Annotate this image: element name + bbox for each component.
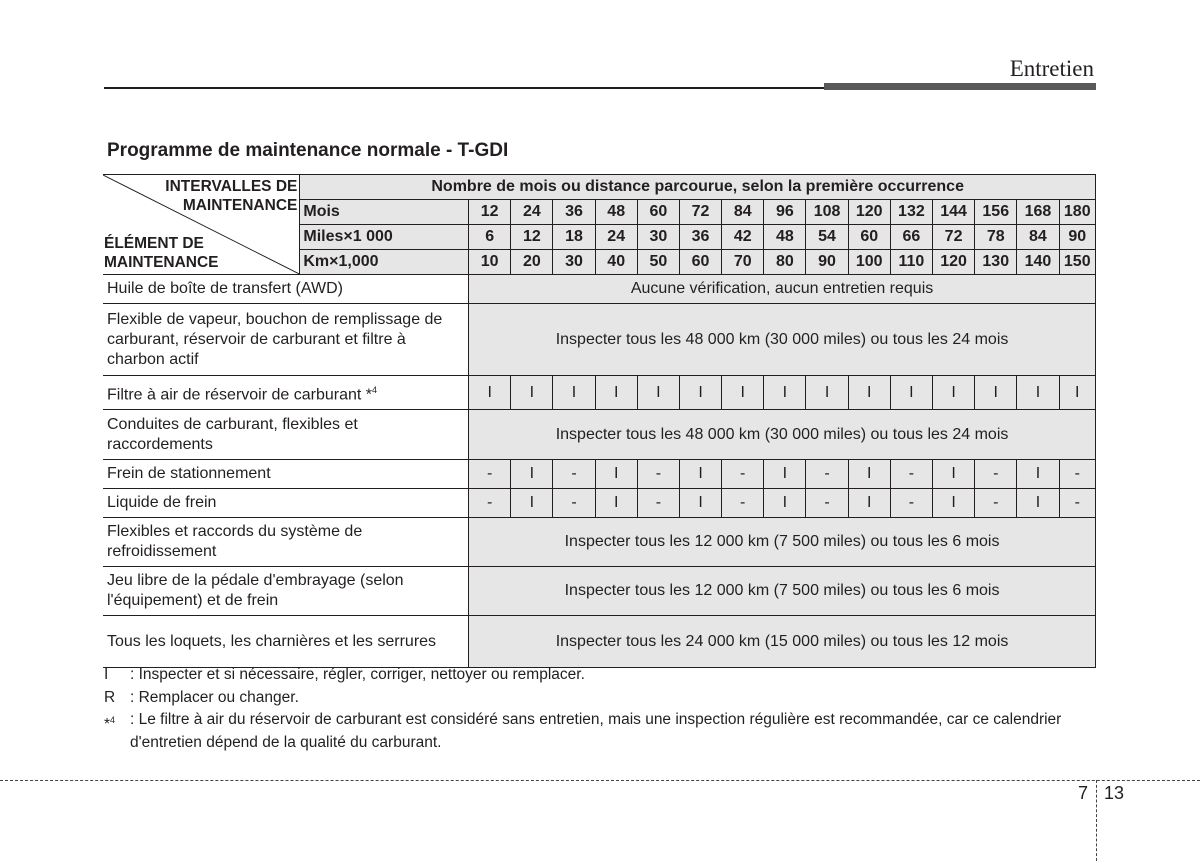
interval-km-value: 120 bbox=[932, 250, 974, 275]
schedule-cell: I bbox=[595, 460, 637, 489]
interval-span-header: Nombre de mois ou distance parcourue, selon la première occurrence bbox=[300, 175, 1096, 200]
interval-km-value: 90 bbox=[806, 250, 848, 275]
legend-note bbox=[104, 664, 1099, 687]
interval-instruction: Inspecter tous les 24 000 km (15 000 miles) ou tous les 12 mois bbox=[469, 616, 1096, 668]
section-number: 7 bbox=[1077, 783, 1088, 803]
legend-notes bbox=[104, 664, 1099, 754]
interval-months-value: 96 bbox=[764, 200, 806, 225]
interval-months-value: 60 bbox=[637, 200, 679, 225]
interval-km-value: 140 bbox=[1017, 250, 1059, 275]
maintenance-item bbox=[103, 518, 469, 567]
schedule-cell: I bbox=[932, 460, 974, 489]
maintenance-item-label: Flexibles et raccords du système de refroidissement bbox=[107, 523, 363, 561]
interval-miles-value: 78 bbox=[975, 225, 1017, 250]
interval-unit-miles: Miles×1 000 bbox=[300, 225, 469, 250]
schedule-cell: - bbox=[975, 489, 1017, 518]
schedule-cell: - bbox=[1059, 460, 1096, 489]
interval-km-value: 20 bbox=[511, 250, 553, 275]
interval-months-value: 48 bbox=[595, 200, 637, 225]
interval-miles-value: 24 bbox=[595, 225, 637, 250]
schedule-cell: I bbox=[595, 489, 637, 518]
footer-dashed-rule bbox=[0, 780, 1200, 781]
table-row bbox=[103, 410, 1096, 460]
schedule-cell: I bbox=[679, 489, 721, 518]
interval-km-value: 150 bbox=[1059, 250, 1096, 275]
interval-miles-value: 42 bbox=[722, 225, 764, 250]
footnote-ref: 4 bbox=[372, 385, 378, 395]
schedule-cell: - bbox=[722, 489, 764, 518]
maintenance-item bbox=[103, 304, 469, 376]
interval-miles-value: 54 bbox=[806, 225, 848, 250]
corner-item-line1: ÉLÉMENT DE bbox=[104, 235, 204, 252]
interval-km-value: 10 bbox=[469, 250, 511, 275]
interval-months-value: 144 bbox=[932, 200, 974, 225]
table-row bbox=[103, 460, 1096, 489]
schedule-cell: I bbox=[511, 489, 553, 518]
interval-miles-value: 6 bbox=[469, 225, 511, 250]
interval-miles-value: 18 bbox=[553, 225, 595, 250]
corner-interval-label bbox=[165, 177, 297, 215]
table-row bbox=[103, 567, 1096, 616]
maintenance-schedule-table bbox=[103, 174, 1096, 668]
interval-unit-months: Mois bbox=[300, 200, 469, 225]
schedule-cell: I bbox=[595, 376, 637, 410]
interval-months-value: 72 bbox=[679, 200, 721, 225]
maintenance-item bbox=[103, 410, 469, 460]
legend-symbol-ref: 4 bbox=[110, 715, 116, 725]
maintenance-item-label: Flexible de vapeur, bouchon de remplissage de carburant, réservoir de carburant et filtre à charbon actif bbox=[107, 310, 443, 368]
interval-miles-value: 90 bbox=[1059, 225, 1096, 250]
corner-item-line2: MAINTENANCE bbox=[104, 254, 219, 271]
header-rule-accent bbox=[824, 83, 1096, 90]
maintenance-item bbox=[103, 376, 469, 410]
schedule-cell: I bbox=[848, 376, 890, 410]
interval-miles-value: 48 bbox=[764, 225, 806, 250]
interval-km-value: 50 bbox=[637, 250, 679, 275]
schedule-cell: I bbox=[637, 376, 679, 410]
maintenance-item bbox=[103, 275, 469, 304]
interval-instruction: Inspecter tous les 48 000 km (30 000 miles) ou tous les 24 mois bbox=[469, 304, 1096, 376]
table-row bbox=[103, 275, 1096, 304]
maintenance-item bbox=[103, 460, 469, 489]
page-number-divider bbox=[1096, 780, 1097, 861]
schedule-cell: - bbox=[553, 489, 595, 518]
schedule-cell: I bbox=[1059, 376, 1096, 410]
legend-symbol-char: R bbox=[104, 688, 116, 706]
page-number: 13 bbox=[1104, 783, 1125, 803]
maintenance-item-label: Frein de stationnement bbox=[107, 465, 271, 483]
legend-text: : Le filtre à air du réservoir de carburant est considéré sans entretien, mais une inspection régulière est recommandée, car ce calendrier d'entretien dépend de la qualité du carburant. bbox=[130, 711, 1062, 751]
interval-months-value: 108 bbox=[806, 200, 848, 225]
interval-km-value: 30 bbox=[553, 250, 595, 275]
interval-months-value: 120 bbox=[848, 200, 890, 225]
interval-miles-value: 84 bbox=[1017, 225, 1059, 250]
header-rule bbox=[104, 87, 824, 89]
interval-miles-value: 60 bbox=[848, 225, 890, 250]
schedule-cell: I bbox=[1017, 376, 1059, 410]
schedule-cell: - bbox=[637, 460, 679, 489]
schedule-cell: I bbox=[764, 460, 806, 489]
legend-text: : Remplacer ou changer. bbox=[130, 688, 299, 706]
maintenance-item bbox=[103, 616, 469, 668]
schedule-cell: I bbox=[1017, 460, 1059, 489]
interval-km-value: 60 bbox=[679, 250, 721, 275]
maintenance-item bbox=[103, 567, 469, 616]
schedule-cell: I bbox=[511, 460, 553, 489]
legend-note bbox=[104, 687, 1099, 710]
schedule-cell: - bbox=[806, 460, 848, 489]
schedule-cell: I bbox=[890, 376, 932, 410]
table-row bbox=[103, 518, 1096, 567]
interval-months-value: 84 bbox=[722, 200, 764, 225]
chapter-title: Entretien bbox=[1009, 56, 1094, 81]
interval-miles-value: 66 bbox=[890, 225, 932, 250]
interval-miles-value: 72 bbox=[932, 225, 974, 250]
schedule-cell: I bbox=[932, 489, 974, 518]
interval-miles-value: 36 bbox=[679, 225, 721, 250]
schedule-cell: - bbox=[806, 489, 848, 518]
legend-symbol bbox=[104, 709, 130, 754]
schedule-cell: I bbox=[469, 376, 511, 410]
corner-header-cell bbox=[103, 175, 300, 275]
interval-months-value: 156 bbox=[975, 200, 1017, 225]
legend-symbol bbox=[104, 664, 130, 687]
schedule-cell: I bbox=[764, 376, 806, 410]
interval-instruction: Inspecter tous les 48 000 km (30 000 miles) ou tous les 24 mois bbox=[469, 410, 1096, 460]
interval-unit-km: Km×1,000 bbox=[300, 250, 469, 275]
schedule-cell: I bbox=[1017, 489, 1059, 518]
interval-miles-value: 12 bbox=[511, 225, 553, 250]
interval-months-value: 12 bbox=[469, 200, 511, 225]
legend-note bbox=[104, 709, 1099, 754]
schedule-cell: I bbox=[975, 376, 1017, 410]
corner-item-label bbox=[104, 234, 219, 272]
interval-miles-value: 30 bbox=[637, 225, 679, 250]
table-row bbox=[103, 489, 1096, 518]
interval-km-value: 70 bbox=[722, 250, 764, 275]
schedule-cell: I bbox=[511, 376, 553, 410]
schedule-cell: - bbox=[553, 460, 595, 489]
maintenance-item-label: Jeu libre de la pédale d'embrayage (selon l'équipement) et de frein bbox=[107, 572, 404, 610]
interval-instruction: Inspecter tous les 12 000 km (7 500 miles) ou tous les 6 mois bbox=[469, 518, 1096, 567]
interval-km-value: 80 bbox=[764, 250, 806, 275]
table-row bbox=[103, 376, 1096, 410]
schedule-cell: - bbox=[637, 489, 679, 518]
maintenance-item-label: Liquide de frein bbox=[107, 494, 217, 512]
legend-symbol bbox=[104, 687, 130, 710]
interval-months-value: 168 bbox=[1017, 200, 1059, 225]
corner-interval-line1: INTERVALLES DE bbox=[165, 178, 298, 195]
interval-months-value: 132 bbox=[890, 200, 932, 225]
interval-km-value: 100 bbox=[848, 250, 890, 275]
maintenance-item-label: Huile de boîte de transfert (AWD) bbox=[107, 280, 343, 297]
schedule-cell: I bbox=[848, 460, 890, 489]
schedule-cell: I bbox=[932, 376, 974, 410]
schedule-cell: I bbox=[722, 376, 764, 410]
schedule-cell: - bbox=[722, 460, 764, 489]
schedule-cell: - bbox=[1059, 489, 1096, 518]
maintenance-item-label: Conduites de carburant, flexibles et raccordements bbox=[107, 415, 358, 453]
legend-symbol-char: I bbox=[104, 666, 109, 683]
legend-text: : Inspecter et si nécessaire, régler, corriger, nettoyer ou remplacer. bbox=[130, 666, 585, 683]
legend-symbol-char: * bbox=[104, 716, 111, 734]
schedule-cell: - bbox=[890, 460, 932, 489]
schedule-cell: I bbox=[553, 376, 595, 410]
maintenance-item-label: Tous les loquets, les charnières et les serrures bbox=[107, 632, 437, 650]
schedule-cell: - bbox=[469, 460, 511, 489]
maintenance-item-label: Filtre à air de réservoir de carburant * bbox=[107, 386, 372, 404]
interval-months-value: 36 bbox=[553, 200, 595, 225]
interval-km-value: 130 bbox=[975, 250, 1017, 275]
interval-km-value: 40 bbox=[595, 250, 637, 275]
corner-interval-line2: MAINTENANCE bbox=[182, 197, 298, 214]
schedule-cell: I bbox=[806, 376, 848, 410]
header-row-span bbox=[103, 175, 1096, 200]
interval-months-value: 24 bbox=[511, 200, 553, 225]
schedule-cell: - bbox=[975, 460, 1017, 489]
table-row bbox=[103, 616, 1096, 668]
maintenance-item bbox=[103, 489, 469, 518]
schedule-cell: - bbox=[469, 489, 511, 518]
section-title: Programme de maintenance normale - T-GDI bbox=[107, 140, 509, 161]
interval-km-value: 110 bbox=[890, 250, 932, 275]
schedule-cell: I bbox=[764, 489, 806, 518]
table-row bbox=[103, 304, 1096, 376]
schedule-cell: I bbox=[848, 489, 890, 518]
schedule-cell: - bbox=[890, 489, 932, 518]
interval-months-value: 180 bbox=[1059, 200, 1096, 225]
schedule-cell: I bbox=[679, 460, 721, 489]
interval-instruction: Inspecter tous les 12 000 km (7 500 miles) ou tous les 6 mois bbox=[469, 567, 1096, 616]
interval-instruction: Aucune vérification, aucun entretien requis bbox=[469, 275, 1096, 304]
schedule-cell: I bbox=[679, 376, 721, 410]
